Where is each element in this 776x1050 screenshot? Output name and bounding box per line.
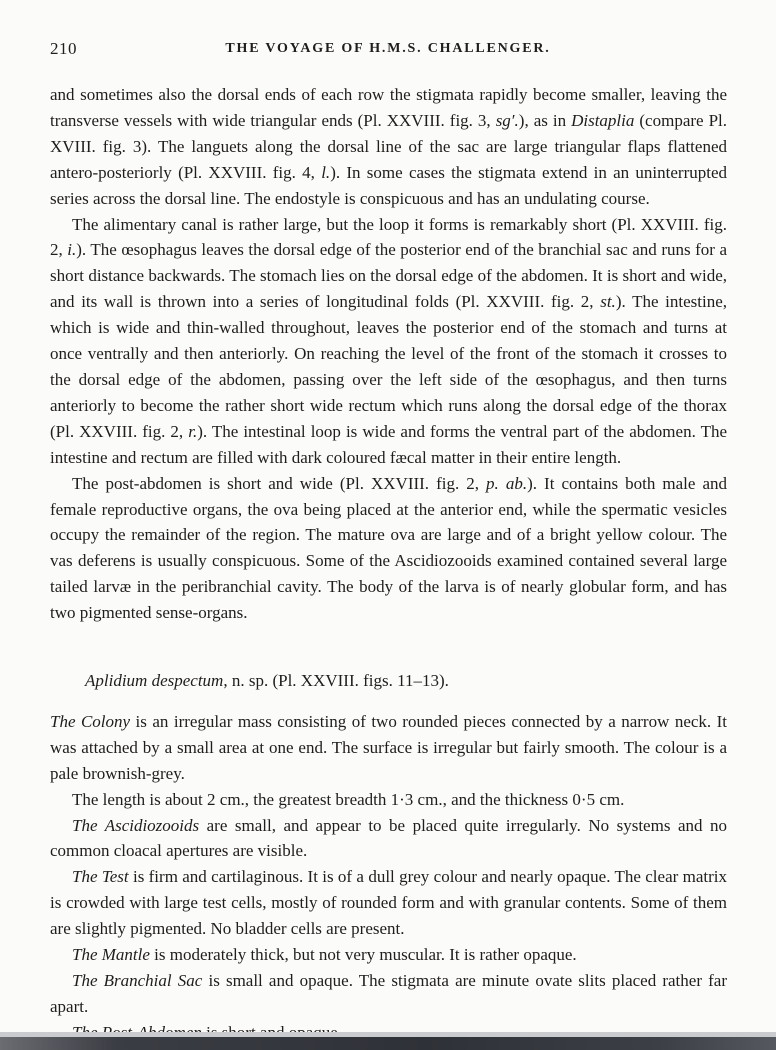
text-run: is an irregular mass consisting of two rounded pieces connected by a narrow neck. It was attached by a small area at one end. The surface is irregular but fairly smooth. The colour is a pale brownish-grey.: [50, 711, 728, 783]
text-run-italic: r.: [188, 421, 198, 441]
scan-edge-dark-strip: [0, 1037, 776, 1050]
text-run: is moderately thick, but not very muscular. It is rather opaque.: [149, 945, 577, 965]
paragraph: [50, 968, 727, 1020]
text-run: ). It contains both male and female reproductive organs, the ova being placed at the anterior end, while the spermatic vesicles occupy the remainder of the region. The mature ova are large and of a bright yellow colour. The vas deferens is usually conspicuous. Some of the Ascidiozooids examined contained several large tailed larvæ in the peribranchial cavity. The body of the larva is of nearly globular form, and has two pigmented sense-organs.: [50, 473, 728, 623]
text-run-italic: Aplidium despectum: [85, 671, 224, 691]
text-run-italic: st.: [600, 292, 616, 312]
paragraph: [50, 709, 727, 787]
paragraph: [50, 212, 727, 471]
text-run-italic: The Mantle: [72, 945, 150, 965]
text-run: The alimentary canal is rather large, but the loop it forms is remarkably short (Pl. XXVIII. fig. 2,: [50, 214, 727, 260]
text-run: ), as in: [518, 110, 572, 130]
text-run: , n. sp. (Pl. XXVIII. figs. 11–13).: [223, 671, 449, 691]
text-run-italic: i.: [67, 240, 77, 260]
text-run-italic: The Test: [72, 867, 129, 887]
running-title: THE VOYAGE OF H.M.S. CHALLENGER.: [225, 41, 551, 56]
text-run-italic: sg′.: [495, 110, 519, 130]
species-heading: [50, 668, 727, 694]
paragraph: [50, 864, 727, 942]
page-number: 210: [50, 39, 77, 58]
page-header: [50, 38, 726, 60]
text-run: The length is about 2 cm., the greatest breadth 1·3 cm., and the thickness 0·5 cm.: [72, 789, 625, 809]
paragraph: [50, 813, 727, 865]
text-run: ). In some cases the stigmata extend in an uninterrupted series across the dorsal line. The endostyle is conspicuous and has an undulating course.: [50, 162, 728, 208]
paragraph: [50, 942, 727, 968]
text-run: ). The intestine, which is wide and thin-walled throughout, leaves the posterior end of the stomach and turns at once ventrally and then anteriorly. On reaching the level of the front of the stomach it crosses to the dorsal edge of the abdomen, passing over the left side of the œsophagus, and then turns anteriorly to become the rather short wide rectum which runs along the dorsal edge of the thorax (Pl. XXVIII. fig. 2,: [50, 292, 727, 441]
text-run: are small, and appear to be placed quite irregularly. No systems and no common cloacal apertures are visible.: [50, 815, 727, 861]
text-run-italic: l.: [321, 162, 331, 182]
text-run: is firm and cartilaginous. It is of a dull grey colour and nearly opaque. The clear matrix is crowded with large test cells, mostly of rounded form and with granular contents. Some of them are slightly pigmented. No bladder cells are present.: [50, 867, 727, 939]
page-body: [50, 82, 727, 1046]
text-run-italic: p. ab.: [486, 473, 528, 493]
scan-edge-artifact: [0, 1032, 776, 1050]
paragraph: [50, 82, 727, 212]
text-run: The post-abdomen is short and wide (Pl. XXVIII. fig. 2,: [72, 473, 487, 493]
paragraph: [50, 471, 727, 626]
text-run: ). The œsophagus leaves the dorsal edge of the posterior end of the branchial sac and runs for a short distance backwards. The stomach lies on the dorsal edge of the abdomen. It is short and wide, and its wall is thrown into a series of longitudinal folds (Pl. XXVIII. fig. 2,: [50, 240, 728, 312]
text-run-italic: The Branchial Sac: [72, 971, 203, 990]
text-run: and sometimes also the dorsal ends of each row the stigmata rapidly become smaller, leaving the transverse vessels with wide triangular ends (Pl. XXVIII. fig. 3,: [50, 85, 727, 130]
text-run-italic: Distaplia: [571, 110, 635, 130]
text-run: is small and opaque. The stigmata are minute ovate slits placed rather far apart.: [50, 971, 727, 1016]
text-run-italic: The Colony: [50, 711, 131, 731]
paragraph: [50, 787, 727, 813]
text-run: (compare Pl. XVIII. fig. 3). The languets along the dorsal line of the sac are large triangular flaps flattened antero-posteriorly (Pl. XXVIII. fig. 4,: [50, 110, 728, 182]
text-run-italic: The Ascidiozooids: [72, 815, 200, 835]
text-run: ). The intestinal loop is wide and forms the ventral part of the abdomen. The intestine and rectum are filled with dark coloured fæcal matter in their entire length.: [50, 421, 727, 467]
